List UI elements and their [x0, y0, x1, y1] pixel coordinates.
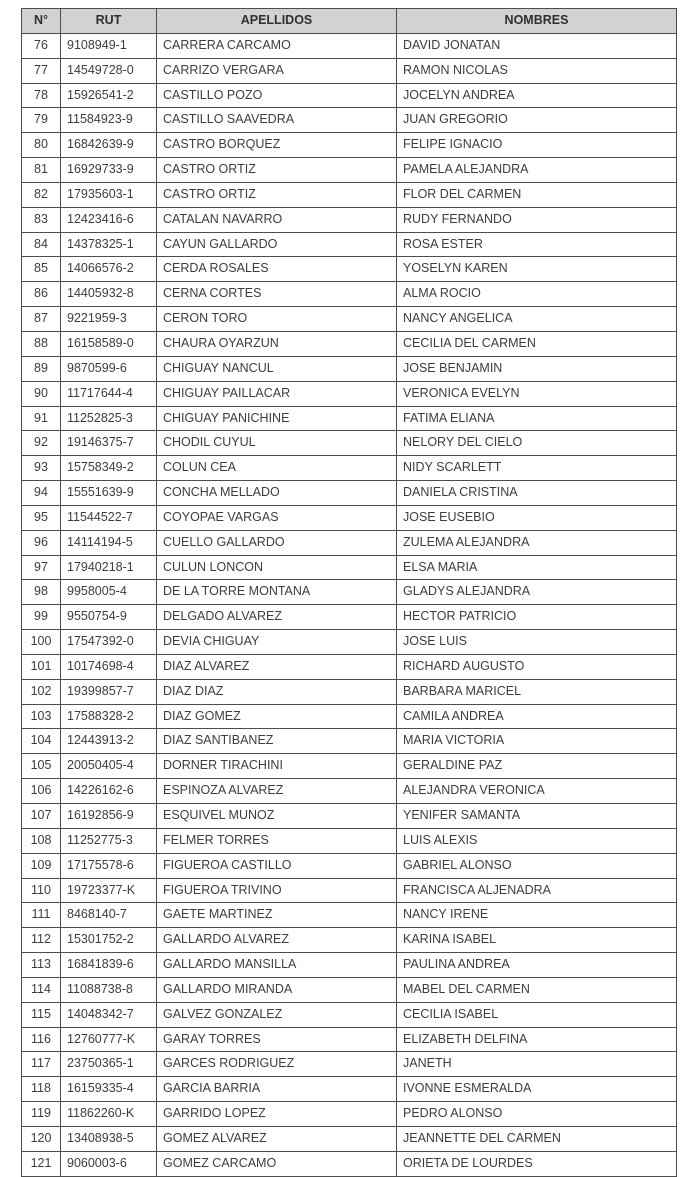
apellidos-cell: ESPINOZA ALVAREZ — [157, 779, 397, 804]
row-number-cell: 82 — [22, 182, 61, 207]
table-row — [22, 1151, 677, 1176]
row-number-cell: 108 — [22, 828, 61, 853]
table-row — [22, 133, 677, 158]
apellidos-cell: DIAZ DIAZ — [157, 679, 397, 704]
table-row — [22, 33, 677, 58]
nombres-cell: JEANNETTE DEL CARMEN — [397, 1126, 677, 1151]
table-row — [22, 331, 677, 356]
apellidos-cell: DIAZ ALVAREZ — [157, 654, 397, 679]
row-number-cell: 83 — [22, 207, 61, 232]
rut-cell: 9108949-1 — [61, 33, 157, 58]
apellidos-cell: CERDA ROSALES — [157, 257, 397, 282]
nombres-cell: JUAN GREGORIO — [397, 108, 677, 133]
table-row — [22, 83, 677, 108]
rut-cell: 11717644-4 — [61, 381, 157, 406]
apellidos-cell: GALLARDO MANSILLA — [157, 953, 397, 978]
table-row — [22, 108, 677, 133]
rut-cell: 15301752-2 — [61, 928, 157, 953]
apellidos-cell: CASTILLO POZO — [157, 83, 397, 108]
table-row — [22, 754, 677, 779]
table-row — [22, 555, 677, 580]
nombres-cell: JOSE LUIS — [397, 630, 677, 655]
nombres-cell: RUDY FERNANDO — [397, 207, 677, 232]
row-number-cell: 100 — [22, 630, 61, 655]
rut-cell: 16842639-9 — [61, 133, 157, 158]
rut-cell: 19399857-7 — [61, 679, 157, 704]
nombres-cell: JANETH — [397, 1052, 677, 1077]
nombres-cell: FATIMA ELIANA — [397, 406, 677, 431]
nombres-cell: NIDY SCARLETT — [397, 456, 677, 481]
table-row — [22, 307, 677, 332]
apellidos-cell: FELMER TORRES — [157, 828, 397, 853]
row-number-cell: 107 — [22, 804, 61, 829]
apellidos-cell: FIGUEROA CASTILLO — [157, 853, 397, 878]
table-row — [22, 605, 677, 630]
header-rut: RUT — [61, 9, 157, 34]
apellidos-cell: COLUN CEA — [157, 456, 397, 481]
rut-cell: 19723377-K — [61, 878, 157, 903]
apellidos-cell: GAETE MARTINEZ — [157, 903, 397, 928]
apellidos-cell: GALLARDO ALVAREZ — [157, 928, 397, 953]
table-row — [22, 903, 677, 928]
row-number-cell: 89 — [22, 356, 61, 381]
nombres-cell: PEDRO ALONSO — [397, 1102, 677, 1127]
row-number-cell: 118 — [22, 1077, 61, 1102]
row-number-cell: 99 — [22, 605, 61, 630]
table-row — [22, 1126, 677, 1151]
nombres-cell: DAVID JONATAN — [397, 33, 677, 58]
table-row — [22, 1052, 677, 1077]
apellidos-cell: DORNER TIRACHINI — [157, 754, 397, 779]
row-number-cell: 103 — [22, 704, 61, 729]
row-number-cell: 93 — [22, 456, 61, 481]
rut-cell: 11862260-K — [61, 1102, 157, 1127]
rut-cell: 17175578-6 — [61, 853, 157, 878]
apellidos-cell: COYOPAE VARGAS — [157, 505, 397, 530]
rut-cell: 23750365-1 — [61, 1052, 157, 1077]
nombres-cell: ALMA ROCIO — [397, 282, 677, 307]
nombres-cell: ZULEMA ALEJANDRA — [397, 530, 677, 555]
rut-cell: 16929733-9 — [61, 158, 157, 183]
apellidos-cell: CARRERA CARCAMO — [157, 33, 397, 58]
row-number-cell: 86 — [22, 282, 61, 307]
table-row — [22, 1102, 677, 1127]
table-row — [22, 654, 677, 679]
table-row — [22, 481, 677, 506]
nombres-cell: CAMILA ANDREA — [397, 704, 677, 729]
row-number-cell: 116 — [22, 1027, 61, 1052]
apellidos-cell: GALVEZ GONZALEZ — [157, 1002, 397, 1027]
apellidos-cell: GARCES RODRIGUEZ — [157, 1052, 397, 1077]
rut-cell: 20050405-4 — [61, 754, 157, 779]
nombres-cell: NELORY DEL CIELO — [397, 431, 677, 456]
apellidos-cell: DIAZ SANTIBANEZ — [157, 729, 397, 754]
row-number-cell: 81 — [22, 158, 61, 183]
table-row — [22, 505, 677, 530]
table-row — [22, 804, 677, 829]
rut-cell: 11544522-7 — [61, 505, 157, 530]
nombres-cell: FELIPE IGNACIO — [397, 133, 677, 158]
nombres-cell: KARINA ISABEL — [397, 928, 677, 953]
nombres-cell: IVONNE ESMERALDA — [397, 1077, 677, 1102]
nombres-cell: RAMON NICOLAS — [397, 58, 677, 83]
nombres-cell: YOSELYN KAREN — [397, 257, 677, 282]
rut-cell: 16192856-9 — [61, 804, 157, 829]
rut-cell: 17547392-0 — [61, 630, 157, 655]
nombres-cell: MABEL DEL CARMEN — [397, 977, 677, 1002]
apellidos-cell: CHAURA OYARZUN — [157, 331, 397, 356]
nombres-cell: DANIELA CRISTINA — [397, 481, 677, 506]
table-row — [22, 828, 677, 853]
apellidos-cell: CHIGUAY NANCUL — [157, 356, 397, 381]
apellidos-cell: CULUN LONCON — [157, 555, 397, 580]
rut-cell: 14226162-6 — [61, 779, 157, 804]
apellidos-cell: CHIGUAY PAILLACAR — [157, 381, 397, 406]
nombres-cell: RICHARD AUGUSTO — [397, 654, 677, 679]
rut-cell: 14378325-1 — [61, 232, 157, 257]
nombres-cell: ORIETA DE LOURDES — [397, 1151, 677, 1176]
table-row — [22, 977, 677, 1002]
table-row — [22, 207, 677, 232]
rut-cell: 14405932-8 — [61, 282, 157, 307]
apellidos-cell: CAYUN GALLARDO — [157, 232, 397, 257]
nombres-cell: VERONICA EVELYN — [397, 381, 677, 406]
row-number-cell: 105 — [22, 754, 61, 779]
rut-cell: 14048342-7 — [61, 1002, 157, 1027]
apellidos-cell: CHIGUAY PANICHINE — [157, 406, 397, 431]
table-row — [22, 431, 677, 456]
table-row — [22, 953, 677, 978]
row-number-cell: 88 — [22, 331, 61, 356]
apellidos-cell: GALLARDO MIRANDA — [157, 977, 397, 1002]
nombres-cell: ALEJANDRA VERONICA — [397, 779, 677, 804]
nombres-cell: ELIZABETH DELFINA — [397, 1027, 677, 1052]
table-row — [22, 1002, 677, 1027]
rut-cell: 9870599-6 — [61, 356, 157, 381]
row-number-cell: 97 — [22, 555, 61, 580]
row-number-cell: 78 — [22, 83, 61, 108]
rut-cell: 11252775-3 — [61, 828, 157, 853]
nombres-cell: HECTOR PATRICIO — [397, 605, 677, 630]
table-row — [22, 853, 677, 878]
nombres-cell: PAMELA ALEJANDRA — [397, 158, 677, 183]
rut-cell: 11584923-9 — [61, 108, 157, 133]
nombres-cell: GERALDINE PAZ — [397, 754, 677, 779]
rut-cell: 16159335-4 — [61, 1077, 157, 1102]
row-number-cell: 113 — [22, 953, 61, 978]
row-number-cell: 94 — [22, 481, 61, 506]
nombres-cell: FRANCISCA ALJENADRA — [397, 878, 677, 903]
apellidos-cell: CUELLO GALLARDO — [157, 530, 397, 555]
rut-cell: 9958005-4 — [61, 580, 157, 605]
table-row — [22, 406, 677, 431]
table-row — [22, 704, 677, 729]
nombres-cell: YENIFER SAMANTA — [397, 804, 677, 829]
row-number-cell: 115 — [22, 1002, 61, 1027]
table-row — [22, 679, 677, 704]
apellidos-cell: CERON TORO — [157, 307, 397, 332]
row-number-cell: 117 — [22, 1052, 61, 1077]
nombres-cell: JOSE EUSEBIO — [397, 505, 677, 530]
rut-cell: 12760777-K — [61, 1027, 157, 1052]
rut-cell: 16158589-0 — [61, 331, 157, 356]
table-row — [22, 1027, 677, 1052]
rut-cell: 9060003-6 — [61, 1151, 157, 1176]
apellidos-cell: CASTRO ORTIZ — [157, 158, 397, 183]
row-number-cell: 106 — [22, 779, 61, 804]
row-number-cell: 90 — [22, 381, 61, 406]
rut-cell: 12423416-6 — [61, 207, 157, 232]
nombres-cell: GLADYS ALEJANDRA — [397, 580, 677, 605]
table-row — [22, 58, 677, 83]
row-number-cell: 91 — [22, 406, 61, 431]
rut-cell: 15758349-2 — [61, 456, 157, 481]
rut-cell: 14066576-2 — [61, 257, 157, 282]
rut-cell: 8468140-7 — [61, 903, 157, 928]
apellidos-cell: GOMEZ ALVAREZ — [157, 1126, 397, 1151]
nombres-cell: GABRIEL ALONSO — [397, 853, 677, 878]
rut-cell: 16841839-6 — [61, 953, 157, 978]
rut-cell: 14549728-0 — [61, 58, 157, 83]
apellidos-cell: FIGUEROA TRIVINO — [157, 878, 397, 903]
nombres-cell: BARBARA MARICEL — [397, 679, 677, 704]
table-row — [22, 928, 677, 953]
apellidos-cell: DELGADO ALVAREZ — [157, 605, 397, 630]
table-row — [22, 356, 677, 381]
apellidos-cell: CASTILLO SAAVEDRA — [157, 108, 397, 133]
table-row — [22, 381, 677, 406]
row-number-cell: 119 — [22, 1102, 61, 1127]
nombres-cell: JOSE BENJAMIN — [397, 356, 677, 381]
row-number-cell: 109 — [22, 853, 61, 878]
row-number-cell: 77 — [22, 58, 61, 83]
row-number-cell: 110 — [22, 878, 61, 903]
header-apellidos: APELLIDOS — [157, 9, 397, 34]
nombres-cell: NANCY IRENE — [397, 903, 677, 928]
header-row — [22, 9, 677, 34]
header-number: N° — [22, 9, 61, 34]
nombres-cell: ROSA ESTER — [397, 232, 677, 257]
row-number-cell: 96 — [22, 530, 61, 555]
apellidos-cell: CASTRO BORQUEZ — [157, 133, 397, 158]
row-number-cell: 111 — [22, 903, 61, 928]
apellidos-cell: GARRIDO LOPEZ — [157, 1102, 397, 1127]
nombres-cell: MARIA VICTORIA — [397, 729, 677, 754]
table-row — [22, 779, 677, 804]
apellidos-cell: GARAY TORRES — [157, 1027, 397, 1052]
nombres-cell: CECILIA ISABEL — [397, 1002, 677, 1027]
nombres-cell: CECILIA DEL CARMEN — [397, 331, 677, 356]
row-number-cell: 98 — [22, 580, 61, 605]
nombres-cell: ELSA MARIA — [397, 555, 677, 580]
row-number-cell: 114 — [22, 977, 61, 1002]
row-number-cell: 102 — [22, 679, 61, 704]
rut-cell: 12443913-2 — [61, 729, 157, 754]
apellidos-cell: CARRIZO VERGARA — [157, 58, 397, 83]
row-number-cell: 84 — [22, 232, 61, 257]
table-row — [22, 182, 677, 207]
row-number-cell: 112 — [22, 928, 61, 953]
apellidos-cell: DIAZ GOMEZ — [157, 704, 397, 729]
rut-cell: 19146375-7 — [61, 431, 157, 456]
apellidos-cell: GARCIA BARRIA — [157, 1077, 397, 1102]
rut-cell: 15551639-9 — [61, 481, 157, 506]
header-nombres: NOMBRES — [397, 9, 677, 34]
rut-cell: 17940218-1 — [61, 555, 157, 580]
apellidos-cell: ESQUIVEL MUNOZ — [157, 804, 397, 829]
nombres-cell: FLOR DEL CARMEN — [397, 182, 677, 207]
table-row — [22, 530, 677, 555]
apellidos-cell: CONCHA MELLADO — [157, 481, 397, 506]
row-number-cell: 79 — [22, 108, 61, 133]
rut-cell: 17935603-1 — [61, 182, 157, 207]
table-row — [22, 257, 677, 282]
rut-cell: 14114194-5 — [61, 530, 157, 555]
row-number-cell: 120 — [22, 1126, 61, 1151]
apellidos-cell: CATALAN NAVARRO — [157, 207, 397, 232]
apellidos-cell: CASTRO ORTIZ — [157, 182, 397, 207]
row-number-cell: 85 — [22, 257, 61, 282]
roster-table — [21, 8, 677, 1177]
rut-cell: 9221959-3 — [61, 307, 157, 332]
row-number-cell: 87 — [22, 307, 61, 332]
rut-cell: 13408938-5 — [61, 1126, 157, 1151]
apellidos-cell: GOMEZ CARCAMO — [157, 1151, 397, 1176]
rut-cell: 11088738-8 — [61, 977, 157, 1002]
row-number-cell: 104 — [22, 729, 61, 754]
nombres-cell: PAULINA ANDREA — [397, 953, 677, 978]
nombres-cell: NANCY ANGELICA — [397, 307, 677, 332]
rut-cell: 10174698-4 — [61, 654, 157, 679]
table-row — [22, 878, 677, 903]
rut-cell: 9550754-9 — [61, 605, 157, 630]
apellidos-cell: CHODIL CUYUL — [157, 431, 397, 456]
table-row — [22, 282, 677, 307]
table-row — [22, 158, 677, 183]
rut-cell: 17588328-2 — [61, 704, 157, 729]
rut-cell: 15926541-2 — [61, 83, 157, 108]
nombres-cell: LUIS ALEXIS — [397, 828, 677, 853]
row-number-cell: 121 — [22, 1151, 61, 1176]
table-row — [22, 456, 677, 481]
table-row — [22, 580, 677, 605]
row-number-cell: 76 — [22, 33, 61, 58]
table-row — [22, 232, 677, 257]
table-row — [22, 729, 677, 754]
rut-cell: 11252825-3 — [61, 406, 157, 431]
table-row — [22, 1077, 677, 1102]
row-number-cell: 101 — [22, 654, 61, 679]
table-row — [22, 630, 677, 655]
table-body — [22, 33, 677, 1176]
row-number-cell: 80 — [22, 133, 61, 158]
row-number-cell: 92 — [22, 431, 61, 456]
apellidos-cell: CERNA CORTES — [157, 282, 397, 307]
apellidos-cell: DEVIA CHIGUAY — [157, 630, 397, 655]
nombres-cell: JOCELYN ANDREA — [397, 83, 677, 108]
row-number-cell: 95 — [22, 505, 61, 530]
apellidos-cell: DE LA TORRE MONTANA — [157, 580, 397, 605]
